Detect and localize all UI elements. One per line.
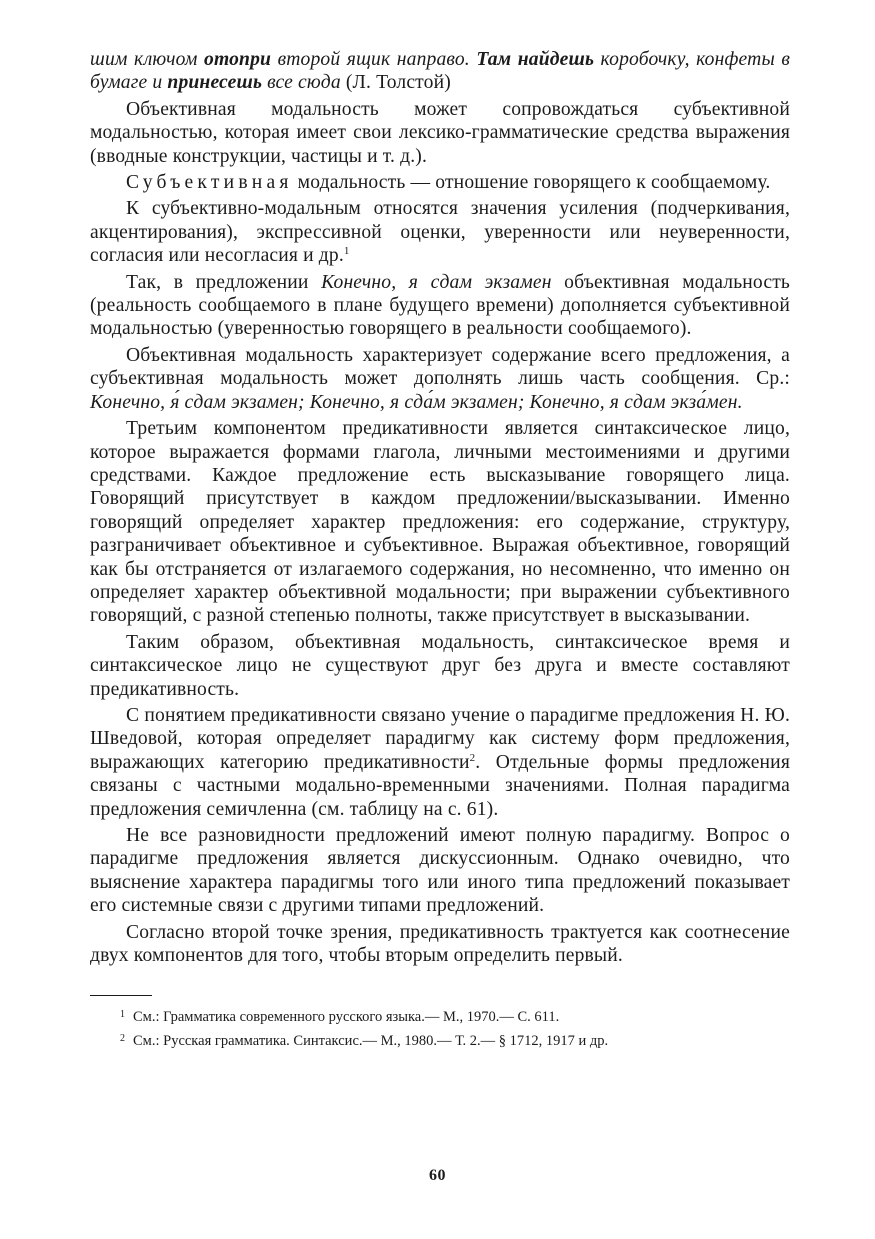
quote-source: (Л. Толстой) xyxy=(340,72,451,94)
quote-emphasis: Там найдешь xyxy=(476,49,595,70)
footnote xyxy=(90,1028,790,1052)
footnote-reference: 2 xyxy=(469,751,476,764)
paragraph: Таким образом, объективная модальность, синтаксическое время и синтаксическое лицо не существуют друг без друга и вместе составляют предикативность. xyxy=(90,631,790,700)
paragraph: Не все разновидности предложений имеют полную парадигму. Вопрос о парадигме предложения является дискуссионным. Однако очевидно, что выяснение характера парадигмы того или иного типа предложений показывает его системные связи с другими типами предложений. xyxy=(90,825,790,917)
quote-text: второй ящик направо. xyxy=(271,49,477,70)
page-number: 60 xyxy=(429,1167,446,1184)
paragraph: Объективная модальность может сопровождаться субъективной модальностью, которая имеет свои лексико-грамматические средства выражения (вводные конструкции, частицы и т. д.). xyxy=(90,98,790,167)
paragraph xyxy=(90,197,790,267)
footnote-reference: 1 xyxy=(343,245,350,258)
quote-text: коробочку, конфеты в бумаге и xyxy=(90,49,791,94)
quote-emphasis: принесешь xyxy=(167,72,263,94)
footnote-mark: 1 xyxy=(120,1009,125,1021)
paragraph xyxy=(90,271,790,341)
paragraph-quote-continuation xyxy=(90,48,790,95)
footnotes xyxy=(90,1004,790,1052)
paragraph-text: Так, в предложении xyxy=(126,271,322,293)
definition-text: модальность — отношение говорящего к сообщаемому. xyxy=(292,172,771,194)
footnote-divider xyxy=(90,995,152,996)
paragraph xyxy=(90,344,790,414)
page-content xyxy=(90,48,790,1052)
footnote-text: См.: Грамматика современного русского языка.— М., 1970.— С. 611. xyxy=(133,1009,560,1026)
paragraph-text: . Отдельные формы предложения связаны с частными модально-временными значениями. Полная парадигма предложения семичленна (см. таблицу на с. 61). xyxy=(90,751,790,820)
paragraph-text: С понятием предикативности связано учение о парадигме предложения Н. Ю. Шведовой, которая определяет парадигму как систему форм предложения, выражающих категорию предикативности xyxy=(90,704,790,773)
paragraph-definition xyxy=(90,171,790,194)
paragraph: Согласно второй точке зрения, предикативность трактуется как соотнесение двух компонентов для того, чтобы вторым определить первый. xyxy=(90,921,790,967)
spaced-term: Субъективная xyxy=(126,172,293,194)
paragraph-text: Объективная модальность характеризует содержание всего предложения, а субъективная модальность может дополнять лишь часть сообщения. Ср.: xyxy=(90,344,790,390)
quote-emphasis: отопри xyxy=(204,49,272,70)
footnote xyxy=(90,1004,790,1028)
footnote-text: См.: Русская грамматика. Синтаксис.— М., 1980.— Т. 2.— § 1712, 1917 и др. xyxy=(133,1033,609,1050)
paragraph xyxy=(90,704,790,821)
example-sentence: Конечно, я сдам экзамен xyxy=(321,271,552,293)
quote-text: шим ключом xyxy=(90,49,204,70)
paragraph: Третьим компонентом предикативности является синтаксическое лицо, которое выражается формами глагола, личными местоимениями и другими средствами. Каждое предложение есть высказывание говорящего лица. Говорящий присутствует в каждом предложении/высказывании. Именно говорящий определяет характер предложения: его содержание, структуру, разграничивает объективное и субъективное. Выражая объективное, говорящий как бы отстраняется от излагаемого содержания, но несомненно, что именно он определяет характер объективной модальности; при выражении субъективного говорящий, с разной степенью полноты, также присутствует в высказывании. xyxy=(90,418,790,627)
example-sentence: Конечно, я́ сдам экзамен; Конечно, я сда́м экзамен; Конечно, я сдам экза́мен. xyxy=(90,391,743,413)
paragraph-text: объективная модальность (реальность сообщаемого в плане будущего времени) дополняется субъективной модальностью (уверенностью говорящего в реальности сообщаемого). xyxy=(90,271,790,340)
quote-text: все сюда xyxy=(262,72,341,94)
paragraph-text: К субъективно-модальным относятся значения усиления (подчеркивания, акцентирования), экспрессивной оценки, уверенности или неуверенности, согласия или несогласия и др. xyxy=(90,198,790,267)
main-text xyxy=(90,48,790,967)
footnote-mark: 2 xyxy=(120,1033,125,1045)
